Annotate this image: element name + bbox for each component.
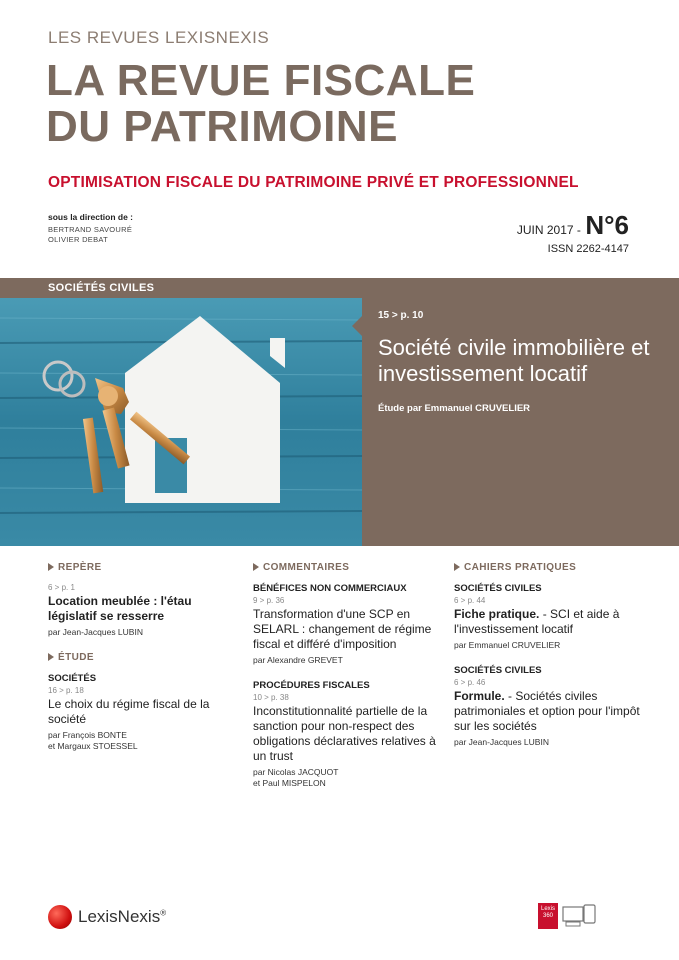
issue-date: JUIN 2017 - [516, 223, 581, 237]
feature-pointer [352, 316, 362, 336]
feature-section-tag: SOCIÉTÉS CIVILES [0, 278, 362, 298]
article-author: par Jean-Jacques LUBIN [48, 627, 143, 637]
feature-article[interactable] [378, 310, 668, 414]
series-name: LES REVUES LEXISNEXIS [48, 28, 270, 47]
article-commentaire-1[interactable] [253, 583, 438, 666]
article-cahier-2[interactable] [454, 665, 644, 748]
section-heading-cahiers-pratiques: CAHIERS PRATIQUES [454, 562, 644, 573]
column-middle [253, 562, 438, 803]
article-title: Fiche pratique. - SCI et aide à l'investissement locatif [454, 607, 620, 636]
article-author: par François BONTE et Margaux STOESSEL [48, 730, 138, 751]
article-title: Formule. - Sociétés civiles patrimoniales et option pour l'impôt sur les sociétés [454, 689, 640, 733]
article-title: Location meublée : l'étau législatif se resserre [48, 594, 192, 623]
feature-ref: 15 > p. 10 [378, 310, 424, 321]
article-author: par Emmanuel CRUVELIER [454, 640, 561, 650]
issue-info [517, 210, 629, 255]
devices-icon [562, 903, 598, 929]
lexisnexis-globe-icon [48, 905, 72, 929]
publisher-logo [48, 905, 166, 929]
triangle-icon [48, 653, 54, 661]
article-etude[interactable] [48, 673, 228, 752]
triangle-icon [253, 563, 259, 571]
feature-banner [0, 278, 679, 546]
article-author: par Nicolas JACQUOT et Paul MISPELON [253, 767, 339, 788]
journal-title [46, 58, 475, 150]
article-category: BÉNÉFICES NON COMMERCIAUX [253, 583, 407, 594]
triangle-icon [48, 563, 54, 571]
journal-subtitle: OPTIMISATION FISCALE DU PATRIMOINE PRIVÉ ET PROFESSIONNEL [48, 174, 579, 191]
article-title: Inconstitutionnalité partielle de la sanction pour non-respect des obligations déclaratives relatives à un trust [253, 704, 436, 763]
column-right [454, 562, 644, 762]
section-heading-etude: ÉTUDE [48, 652, 228, 663]
feature-headline: Société civile immobilière et investissement locatif [378, 335, 650, 386]
article-category: SOCIÉTÉS CIVILES [454, 665, 542, 676]
article-ref: 6 > p. 1 [48, 583, 75, 592]
digital-edition-badge [538, 903, 598, 929]
article-ref: 6 > p. 46 [454, 678, 486, 687]
article-title: Transformation d'une SCP en SELARL : changement de régime fiscal et différé d'imposition [253, 607, 432, 651]
triangle-icon [454, 563, 460, 571]
editorial-direction [48, 212, 133, 245]
article-category: PROCÉDURES FISCALES [253, 680, 370, 691]
direction-label: sous la direction de : [48, 212, 134, 222]
article-ref: 6 > p. 44 [454, 596, 486, 605]
article-title: Le choix du régime fiscal de la société [48, 697, 210, 726]
issn: ISSN 2262-4147 [547, 243, 629, 255]
article-author: par Jean-Jacques LUBIN [454, 737, 549, 747]
article-commentaire-2[interactable] [253, 680, 438, 789]
article-repere[interactable] [48, 583, 228, 638]
article-ref: 10 > p. 38 [253, 693, 289, 702]
publisher-name: LexisNexis® [78, 907, 167, 926]
lexis-360-badge: Lexis 360 [538, 903, 558, 929]
feature-author: Étude par Emmanuel CRUVELIER [378, 403, 531, 414]
section-heading-commentaires: COMMENTAIRES [253, 562, 438, 573]
director-name: BERTRAND SAVOURÉ [48, 225, 133, 234]
article-category: SOCIÉTÉS [48, 673, 97, 684]
title-line-1: LA REVUE FISCALE [46, 56, 476, 105]
cover-photo-house-keys [0, 298, 362, 546]
article-ref: 16 > p. 18 [48, 686, 84, 695]
title-line-2: DU PATRIMOINE [46, 102, 398, 151]
section-heading-repere: REPÈRE [48, 562, 228, 573]
article-category: SOCIÉTÉS CIVILES [454, 583, 542, 594]
column-left [48, 562, 228, 766]
article-ref: 9 > p. 36 [253, 596, 285, 605]
article-author: par Alexandre GREVET [253, 655, 343, 665]
director-name: OLIVIER DEBAT [48, 235, 109, 244]
issue-number: N°6 [585, 210, 629, 240]
article-cahier-1[interactable] [454, 583, 644, 651]
